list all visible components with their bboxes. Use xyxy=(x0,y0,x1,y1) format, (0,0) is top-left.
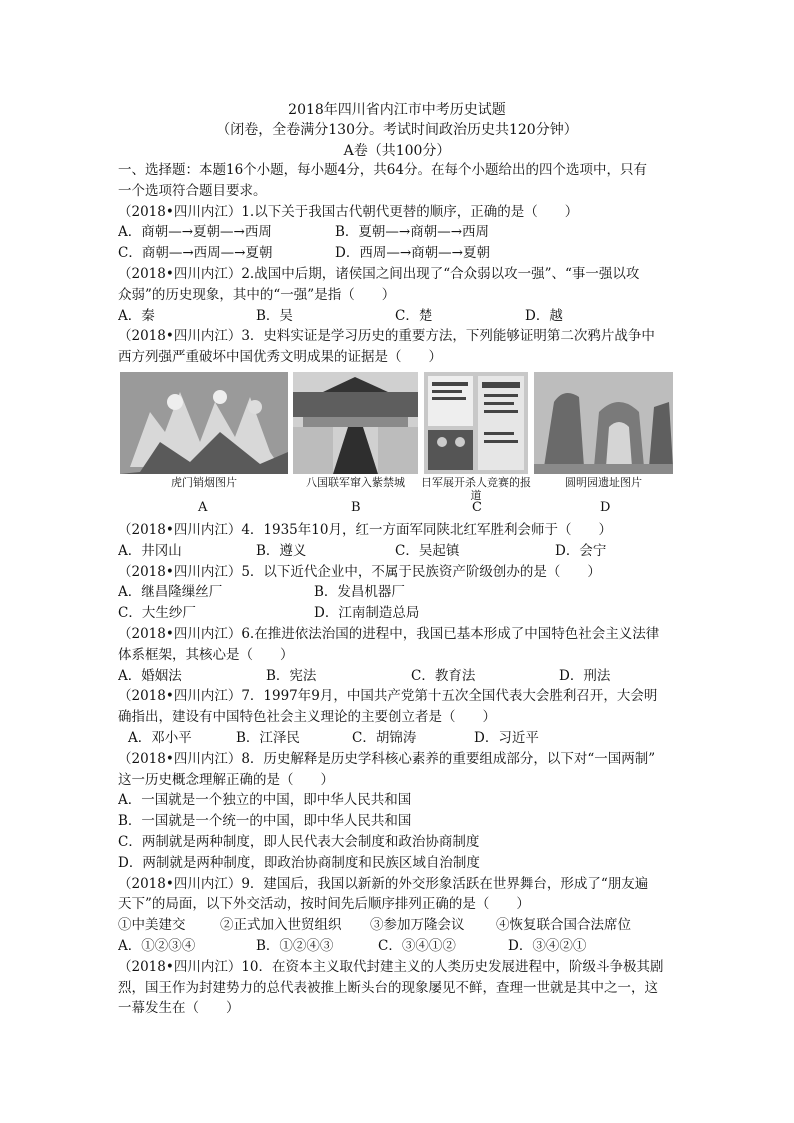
option-b[interactable]: B．宪法 xyxy=(266,667,317,684)
question-1 xyxy=(118,202,683,264)
option-d[interactable]: D．两制就是两种制度，即政治协商制度和民族区域自治制度 xyxy=(118,854,480,871)
photo-caption-d: 圆明园遗址图片 xyxy=(565,475,642,489)
question-stem: 天下”的局面，以下外交活动，按时间先后顺序排列正确的是（ ） xyxy=(118,896,530,913)
option-b[interactable]: B．江泽民 xyxy=(236,729,300,746)
option-d[interactable]: D．越 xyxy=(525,307,563,324)
option-row xyxy=(118,666,683,687)
option-b[interactable]: B．夏朝—→商朝—→西周 xyxy=(335,224,490,241)
option-a[interactable]: A．秦 xyxy=(118,307,155,324)
option-row xyxy=(118,582,683,603)
option-c[interactable]: C．教育法 xyxy=(411,667,476,684)
question-9 xyxy=(118,874,683,957)
option-b[interactable]: B．①②④③ xyxy=(256,937,334,954)
option-c[interactable]: C．商朝—→西周—→夏朝 xyxy=(118,245,273,262)
question-stem: （2018•四川内江）10．在资本主义取代封建主义的人类历史发展进程中，阶级斗争极其剧 xyxy=(118,958,664,975)
option-row xyxy=(118,243,683,264)
photo-caption-a: 虎门销烟图片 xyxy=(171,475,237,489)
question-stem: （2018•四川内江）4．1935年10月，红一方面军同陕北红军胜利会师于（ ） xyxy=(118,521,612,538)
option-row xyxy=(118,541,683,562)
forbidden-city-photo xyxy=(293,372,418,474)
question-4 xyxy=(118,520,683,562)
option-d[interactable]: D．③④②① xyxy=(508,937,587,954)
question-7 xyxy=(118,686,683,748)
photo-letter-d[interactable]: D xyxy=(600,499,611,515)
question-stem: 烈，国王作为封建势力的总代表被推上断头台的现象屡见不鲜，查理一世就是其中之一，这 xyxy=(118,979,658,996)
question-10 xyxy=(118,957,683,1019)
option-b[interactable]: B．吴 xyxy=(256,307,293,324)
question-stem: （2018•四川内江）7．1997年9月，中国共产党第十五次全国代表大会胜利召开，大会明 xyxy=(118,688,658,705)
option-a[interactable]: A．继昌隆缫丝厂 xyxy=(118,584,223,601)
option-a[interactable]: A．婚姻法 xyxy=(118,667,182,684)
option-d[interactable]: D．会宁 xyxy=(555,542,607,559)
event-item: ②正式加入世贸组织 xyxy=(220,917,342,934)
event-item: ④恢复联合国合法席位 xyxy=(496,917,631,934)
photo-caption-b: 八国联军窜入紫禁城 xyxy=(306,475,405,489)
photo-row xyxy=(118,372,683,500)
intro-line-1: 一、选择题：本题16个小题，每小题4分，共64分。在每个小题给出的四个选项中，只有 xyxy=(118,162,647,178)
question-stem: 确指出，建设有中国特色社会主义理论的主要创立者是（ ） xyxy=(118,709,496,726)
intro-line-2: 一个选项符合题目要求。 xyxy=(118,182,267,199)
option-row xyxy=(118,603,683,624)
option-row xyxy=(118,728,683,749)
yuanmingyuan-ruins-photo xyxy=(534,372,673,474)
question-stem: 西方列强严重破坏中国优秀文明成果的证据是（ ） xyxy=(118,349,442,366)
option-c[interactable]: C．两制就是两种制度，即人民代表大会制度和政治协商制度 xyxy=(118,833,480,850)
question-stem: （2018•四川内江）6.在推进依法治国的进程中，我国已基本形成了中国特色社会主义法律 xyxy=(118,625,660,642)
section-title: A卷（共100分） xyxy=(343,143,451,159)
exam-title: 2018年四川省内江市中考历史试题 xyxy=(288,102,506,118)
question-6 xyxy=(118,624,683,686)
option-d[interactable]: D．西周—→商朝—→夏朝 xyxy=(335,245,490,262)
question-stem: （2018•四川内江）5．以下近代企业中，不属于民族资产阶级创办的是（ ） xyxy=(118,563,601,580)
event-item: ③参加万隆会议 xyxy=(370,917,465,934)
option-a[interactable]: A．商朝—→夏朝—→西周 xyxy=(118,224,272,241)
option-c[interactable]: C．胡锦涛 xyxy=(352,729,417,746)
question-5 xyxy=(118,562,683,624)
option-d[interactable]: D．习近平 xyxy=(474,729,539,746)
question-stem: 这一历史概念理解正确的是（ ） xyxy=(118,771,334,788)
option-a[interactable]: A．邓小平 xyxy=(128,729,192,746)
option-a[interactable]: A．一国就是一个独立的中国，即中华人民共和国 xyxy=(118,792,412,809)
question-stem: （2018•四川内江）9．建国后，我国以新新的外交形象活跃在世界舞台，形成了“朋友遍 xyxy=(118,875,649,892)
question-body xyxy=(118,160,683,1019)
exam-subtitle: （闭卷，全卷满分130分。考试时间政治历史共120分钟） xyxy=(216,122,578,138)
question-stem: 体系框架，其核心是（ ） xyxy=(118,646,294,663)
option-row xyxy=(118,306,683,327)
question-stem: 一幕发生在（ ） xyxy=(118,1000,240,1017)
event-item: ①中美建交 xyxy=(118,917,186,934)
question-8 xyxy=(118,749,683,874)
photo-letter-b[interactable]: B xyxy=(351,499,361,515)
event-list xyxy=(118,915,683,936)
option-d[interactable]: D．刑法 xyxy=(559,667,611,684)
option-c[interactable]: C．③④①② xyxy=(378,937,456,954)
option-a[interactable]: A．井冈山 xyxy=(118,542,182,559)
option-a[interactable]: A．①②③④ xyxy=(118,937,196,954)
photo-letter-row xyxy=(118,500,683,520)
option-b[interactable]: B．遵义 xyxy=(256,542,307,559)
question-stem: （2018•四川内江）3．史料实证是学习历史的重要方法，下列能够证明第二次鸦片战争中 xyxy=(118,328,655,345)
question-2 xyxy=(118,264,683,326)
option-c[interactable]: C．楚 xyxy=(395,307,433,324)
photo-letter-a[interactable]: A xyxy=(198,499,208,515)
newspaper-photo xyxy=(424,372,528,474)
question-stem: （2018•四川内江）2.战国中后期，诸侯国之间出现了“合众弱以攻一强”、“事一强以攻 xyxy=(118,265,640,282)
photo-letter-c[interactable]: C xyxy=(472,499,482,515)
option-d[interactable]: D．江南制造总局 xyxy=(314,605,420,622)
option-c[interactable]: C．大生纱厂 xyxy=(118,605,196,622)
option-row xyxy=(118,936,683,957)
question-stem: （2018•四川内江）8．历史解释是历史学科核心素养的重要组成部分，以下对“一国两制” xyxy=(118,750,656,767)
option-b[interactable]: B．一国就是一个统一的中国，即中华人民共和国 xyxy=(118,813,412,830)
question-stem: 众弱”的历史现象，其中的“一强”是指（ ） xyxy=(118,286,396,303)
option-b[interactable]: B．发昌机器厂 xyxy=(314,584,405,601)
photo-caption-c: 日军展开杀人竞赛的报道 xyxy=(421,475,531,502)
question-3 xyxy=(118,326,683,520)
question-stem: （2018•四川内江）1.以下关于我国古代朝代更替的顺序，正确的是（ ） xyxy=(118,203,579,220)
option-c[interactable]: C．吴起镇 xyxy=(395,542,460,559)
option-row xyxy=(118,222,683,243)
humen-relief-photo xyxy=(120,372,288,474)
